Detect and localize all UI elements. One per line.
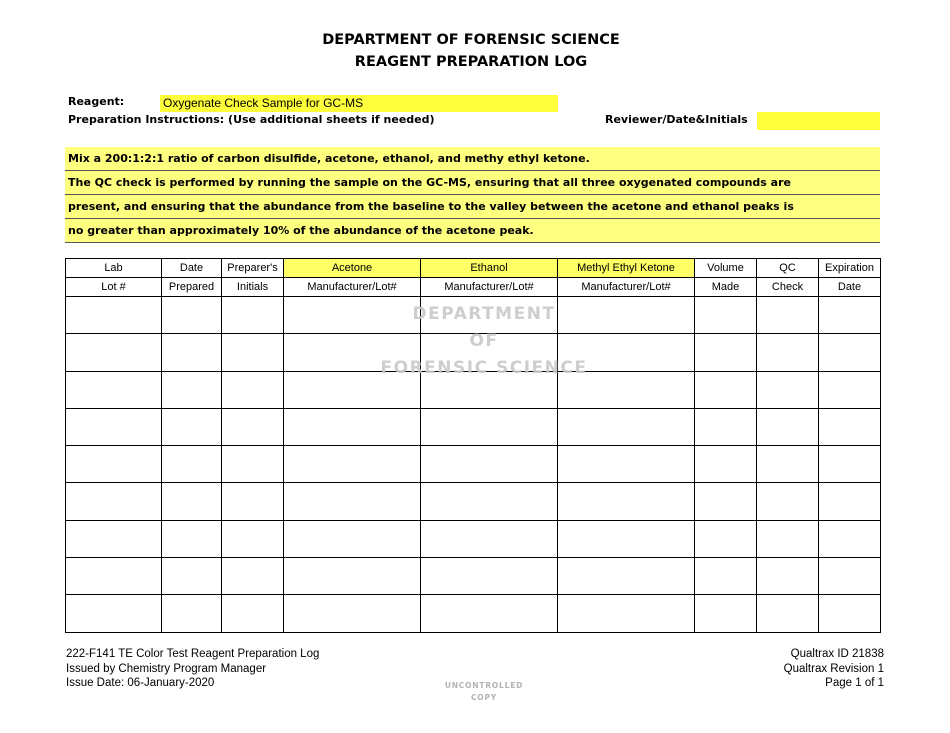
table-cell (558, 558, 695, 595)
watermark-line: FORENSIC SCIENCE (380, 358, 588, 378)
table-cell (284, 334, 421, 371)
table-cell (162, 371, 222, 408)
column-header-methyl-ethyl-ketone: Methyl Ethyl Ketone (558, 259, 695, 278)
table-cell (284, 371, 421, 408)
table-cell (421, 371, 558, 408)
table-cell (757, 297, 819, 334)
table-row (66, 408, 881, 445)
column-header-volume: Volume (695, 259, 757, 278)
table-cell (66, 334, 162, 371)
table-cell (757, 558, 819, 595)
reagent-field (160, 95, 558, 112)
document-subtitle: REAGENT PREPARATION LOG (354, 54, 588, 70)
table-cell (222, 446, 284, 483)
table-cell (421, 446, 558, 483)
table-cell (695, 334, 757, 371)
table-cell (757, 520, 819, 557)
table-cell (66, 595, 162, 632)
table-cell (558, 297, 695, 334)
table-cell (222, 371, 284, 408)
instruction-line: no greater than approximately 10% of the abundance of the acetone peak. (65, 219, 880, 243)
table-cell (162, 595, 222, 632)
table-cell (66, 371, 162, 408)
column-subheader-expiration-date: Date (819, 278, 881, 297)
reagent-label: Reagent: (68, 95, 125, 108)
table-cell (421, 408, 558, 445)
instructions-block (65, 147, 880, 243)
table-cell (819, 408, 881, 445)
table-cell (558, 483, 695, 520)
stamp-line: COPY (470, 693, 497, 702)
table-row (66, 371, 881, 408)
table-cell (222, 483, 284, 520)
column-subheader-initials: Initials (222, 278, 284, 297)
table-cell (162, 558, 222, 595)
table-cell (757, 334, 819, 371)
table-cell (421, 520, 558, 557)
table-cell (695, 446, 757, 483)
footer-qualtrax-revision: Qualtrax Revision 1 (783, 662, 884, 675)
document-title: DEPARTMENT OF FORENSIC SCIENCE (322, 32, 620, 48)
footer-page-number: Page 1 of 1 (825, 677, 884, 689)
table-cell (284, 446, 421, 483)
table-cell (162, 334, 222, 371)
table-cell (558, 595, 695, 632)
table-cell (284, 483, 421, 520)
column-subheader-mek-lot: Manufacturer/Lot# (558, 278, 695, 297)
table-cell (819, 446, 881, 483)
column-header-qc: QC (757, 259, 819, 278)
table-cell (66, 558, 162, 595)
table-cell (558, 371, 695, 408)
table-cell (757, 595, 819, 632)
column-header-date: Date (162, 259, 222, 278)
table-cell (695, 595, 757, 632)
table-cell (421, 334, 558, 371)
table-cell (819, 558, 881, 595)
table-cell (558, 520, 695, 557)
table-cell (421, 595, 558, 632)
table-cell (66, 297, 162, 334)
preparation-log-table (65, 258, 881, 633)
footer-qualtrax-id: Qualtrax ID 21838 (790, 648, 884, 660)
table-cell (284, 558, 421, 595)
table-subheader-row (66, 278, 881, 297)
uncontrolled-copy-stamp (384, 680, 584, 704)
column-subheader-ethanol-lot: Manufacturer/Lot# (421, 278, 558, 297)
stamp-line: UNCONTROLLED (444, 681, 524, 690)
table-cell (66, 408, 162, 445)
table-row (66, 595, 881, 632)
column-subheader-check: Check (757, 278, 819, 297)
footer-document-id: 222-F141 TE Color Test Reagent Preparation Log (66, 648, 320, 660)
table-cell (421, 483, 558, 520)
footer-issued-by: Issued by Chemistry Program Manager (66, 662, 267, 675)
column-header-acetone: Acetone (284, 259, 421, 278)
reagent-value: Oxygenate Check Sample for GC-MS (163, 96, 364, 110)
table-cell (819, 297, 881, 334)
watermark-line: DEPARTMENT (412, 304, 556, 324)
table-row (66, 446, 881, 483)
table-cell (66, 446, 162, 483)
table-cell (757, 371, 819, 408)
table-row (66, 297, 881, 334)
table-cell (757, 446, 819, 483)
table-cell (695, 408, 757, 445)
table-cell (819, 520, 881, 557)
table-cell (819, 371, 881, 408)
table-cell (284, 408, 421, 445)
table-cell (162, 520, 222, 557)
table-cell (757, 408, 819, 445)
table-cell (222, 520, 284, 557)
table-cell (222, 334, 284, 371)
table-cell (695, 558, 757, 595)
table-cell (284, 297, 421, 334)
footer-issue-date: Issue Date: 06-January-2020 (66, 677, 215, 689)
table-cell (819, 483, 881, 520)
table-cell (162, 297, 222, 334)
table-cell (695, 297, 757, 334)
instruction-line: The QC check is performed by running the sample on the GC-MS, ensuring that all three oxygenated compounds are (65, 171, 880, 195)
preparation-instructions-label: Preparation Instructions: (Use additional sheets if needed) (68, 113, 435, 126)
table-header-row (66, 259, 881, 278)
table-cell (695, 520, 757, 557)
table-cell (222, 595, 284, 632)
table-cell (66, 520, 162, 557)
column-header-lab: Lab (66, 259, 162, 278)
table-cell (222, 408, 284, 445)
table-cell (421, 297, 558, 334)
table-cell (819, 595, 881, 632)
column-subheader-prepared: Prepared (162, 278, 222, 297)
column-header-expiration: Expiration (819, 259, 881, 278)
table-cell (757, 483, 819, 520)
table-cell (558, 408, 695, 445)
watermark-line: OF (469, 331, 499, 351)
table-cell (421, 558, 558, 595)
table-cell (558, 334, 695, 371)
instruction-line: present, and ensuring that the abundance from the baseline to the valley between the acetone and ethanol peaks is (65, 195, 880, 219)
table-cell (222, 297, 284, 334)
column-subheader-acetone-lot: Manufacturer/Lot# (284, 278, 421, 297)
instruction-line: Mix a 200:1:2:1 ratio of carbon disulfide, acetone, ethanol, and methy ethyl ketone. (65, 147, 880, 171)
footer-right (784, 647, 884, 691)
table-cell (162, 446, 222, 483)
column-header-ethanol: Ethanol (421, 259, 558, 278)
table-cell (66, 483, 162, 520)
reviewer-label: Reviewer/Date&Initials (605, 113, 748, 126)
table-cell (222, 558, 284, 595)
table-row (66, 483, 881, 520)
table-row (66, 334, 881, 371)
table-cell (695, 371, 757, 408)
table-cell (695, 483, 757, 520)
table-cell (819, 334, 881, 371)
table-cell (162, 483, 222, 520)
column-subheader-lot: Lot # (66, 278, 162, 297)
table-row (66, 520, 881, 557)
column-subheader-made: Made (695, 278, 757, 297)
footer-left (66, 647, 319, 691)
table-cell (284, 520, 421, 557)
table-cell (284, 595, 421, 632)
table-row (66, 558, 881, 595)
reviewer-field (757, 112, 880, 130)
table-cell (558, 446, 695, 483)
column-header-preparers: Preparer's (222, 259, 284, 278)
table-cell (162, 408, 222, 445)
